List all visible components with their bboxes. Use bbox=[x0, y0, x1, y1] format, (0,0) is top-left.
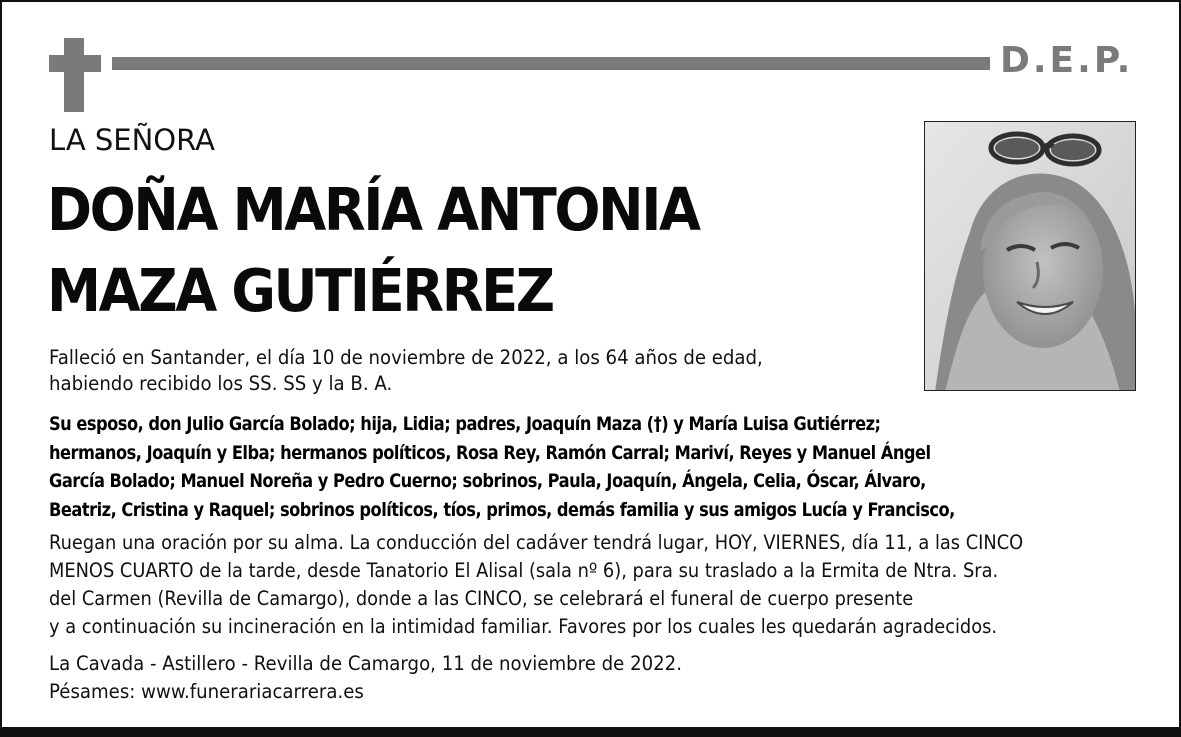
text-line: Falleció en Santander, el día 10 de noviembre de 2022, a los 64 años de edad, bbox=[49, 346, 763, 369]
death-statement bbox=[49, 345, 763, 397]
text-line: Su esposo, don Julio García Bolado; hija, Lidia; padres, Joaquín Maza (†) y María Luisa Gutiérrez; bbox=[49, 413, 881, 435]
text-line: habiendo recibido los SS. SS y la B. A. bbox=[49, 372, 393, 395]
text-line: del Carmen (Revilla de Camargo), donde a las CINCO, se celebrará el funeral de cuerpo presente bbox=[49, 587, 914, 610]
header-rule bbox=[112, 57, 990, 70]
deceased-name-line: DOÑA MARÍA ANTONIA bbox=[47, 175, 699, 244]
condolences-link: Pésames: www.funerariacarrera.es bbox=[49, 680, 364, 703]
text-line: y a continuación su incineración en la intimidad familiar. Favores por los cuales les quedarán agradecidos. bbox=[49, 615, 998, 638]
text-line: García Bolado; Manuel Noreña y Pedro Cuerno; sobrinos, Paula, Joaquín, Ángela, Celia, Óscar, Álvaro, bbox=[49, 470, 926, 492]
text-line: Beatriz, Cristina y Raquel; sobrinos políticos, tíos, primos, demás familia y sus amigos Lucía y Francisco, bbox=[49, 498, 955, 521]
text-line: hermanos, Joaquín y Elba; hermanos políticos, Rosa Rey, Ramón Carral; Mariví, Reyes y Manuel Ángel bbox=[49, 441, 931, 464]
honorific: LA SEÑORA bbox=[49, 123, 215, 157]
dep-label: D.E.P. bbox=[1000, 40, 1134, 81]
deceased-name-line: MAZA GUTIÉRREZ bbox=[47, 256, 553, 325]
family-list bbox=[49, 410, 955, 524]
portrait-photo bbox=[924, 121, 1136, 391]
text-line: MENOS CUARTO de la tarde, desde Tanatorio El Alisal (sala nº 6), para su traslado a la Ermita de Ntra. Sra. bbox=[49, 559, 999, 582]
closing-block bbox=[49, 650, 682, 706]
funeral-details bbox=[49, 529, 1023, 641]
text-line: Ruegan una oración por su alma. La conducción del cadáver tendrá lugar, HOY, VIERNES, día 11, a las CINCO bbox=[49, 531, 1024, 554]
place-date: La Cavada - Astillero - Revilla de Camargo, 11 de noviembre de 2022. bbox=[49, 652, 682, 675]
